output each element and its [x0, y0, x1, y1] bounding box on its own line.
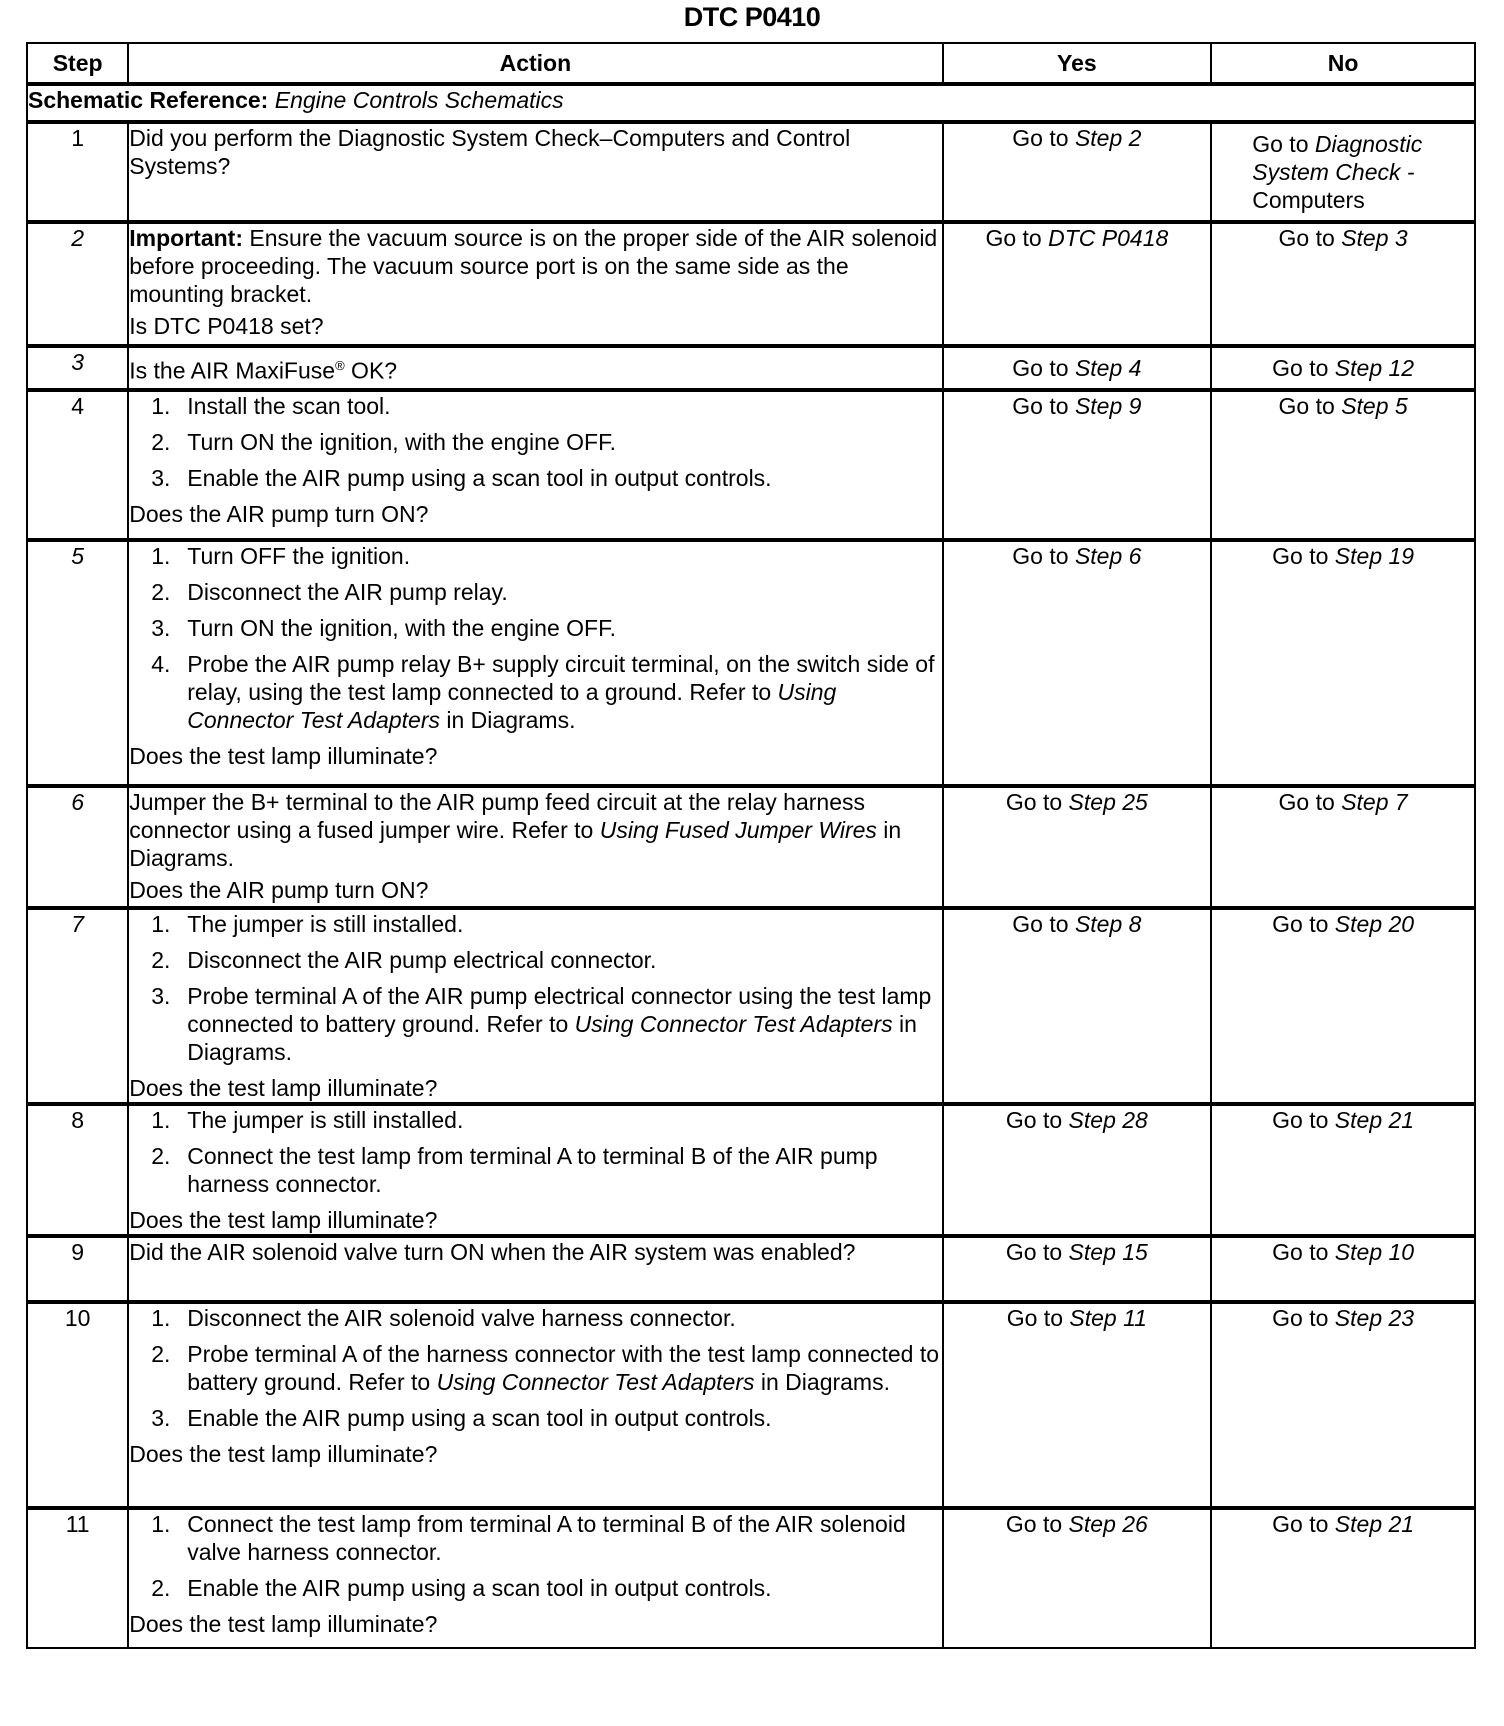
- substep: 1. Disconnect the AIR solenoid valve harness connector.: [151, 1305, 736, 1331]
- no-cell: Go to Step 7: [1211, 786, 1475, 908]
- table-row: [27, 1104, 1475, 1236]
- yes-cell: Go to Step 11: [943, 1302, 1212, 1508]
- no-cell: Go to Step 12: [1211, 346, 1475, 390]
- yes-cell: Go to Step 15: [943, 1236, 1212, 1302]
- yes-link[interactable]: Step 28: [1068, 1107, 1148, 1133]
- reference-link[interactable]: Using Fused Jumper Wires: [599, 817, 877, 843]
- substep: 3. Probe terminal A of the AIR pump electrical connector using the test lamp connected to battery ground. Refer to Using Connector Test Adapters in Diagrams.: [151, 983, 932, 1065]
- reference-link[interactable]: Using Connector Test Adapters: [436, 1369, 755, 1395]
- step-number: 3: [27, 346, 128, 390]
- substep: 2. Probe terminal A of the harness connector with the test lamp connected to battery ground. Refer to Using Connector Test Adapters in Diagrams.: [151, 1341, 940, 1395]
- no-link[interactable]: Step 5: [1341, 393, 1408, 419]
- no-link[interactable]: Step 7: [1341, 789, 1408, 815]
- yes-cell: Go to Step 25: [943, 786, 1212, 908]
- yes-link[interactable]: Step 8: [1074, 911, 1142, 937]
- schematic-reference: [27, 84, 1475, 122]
- step-number: 2: [27, 222, 128, 346]
- action-text: Did you perform the Diagnostic System Check–Computers and Control Systems?: [129, 125, 851, 179]
- table-row: [27, 1508, 1475, 1648]
- reference-link[interactable]: Using Connector Test Adapters: [187, 679, 837, 733]
- schematic-label: Schematic Reference:: [28, 87, 269, 113]
- no-cell: Go to Step 21: [1211, 1104, 1475, 1236]
- table-row: [27, 390, 1475, 540]
- no-cell: Go to Step 3: [1211, 222, 1475, 346]
- step-number: 1: [27, 122, 128, 222]
- header-action: Action: [128, 43, 942, 84]
- substep: 1. Connect the test lamp from terminal A to terminal B of the AIR solenoid valve harness connector.: [151, 1511, 906, 1565]
- no-cell: Go to Step 20: [1211, 908, 1475, 1104]
- no-link[interactable]: Step 20: [1334, 911, 1415, 937]
- no-link[interactable]: Step 19: [1334, 543, 1415, 569]
- yes-link[interactable]: Step 25: [1068, 789, 1148, 815]
- step-number: 5: [27, 540, 128, 786]
- substep: 4. Probe the AIR pump relay B+ supply circuit terminal, on the switch side of relay, using the test lamp connected to a ground. Refer to Using Connector Test Adapters in Diagrams.: [151, 651, 935, 733]
- question: Does the test lamp illuminate?: [129, 1611, 438, 1637]
- question: Does the AIR pump turn ON?: [129, 877, 429, 903]
- substep: 2. Disconnect the AIR pump relay.: [151, 579, 508, 605]
- diagnostic-table: [26, 42, 1476, 1649]
- yes-cell: Go to Step 9: [943, 390, 1212, 540]
- action-cell: [128, 540, 942, 786]
- action-cell: Jumper the B+ terminal to the AIR pump feed circuit at the relay harness connector using a fused jumper wire. Refer to Using Fused Jumper Wires in Diagrams. Does the AIR pump turn ON?: [128, 786, 942, 908]
- no-cell: Go to Step 10: [1211, 1236, 1475, 1302]
- no-link[interactable]: Step 23: [1334, 1305, 1415, 1331]
- header-no: No: [1211, 43, 1475, 84]
- no-cell: Go to Step 21: [1211, 1508, 1475, 1648]
- important-text: Ensure the vacuum source is on the proper side of the AIR solenoid before proceeding. The vacuum source port is on the same side as the mounting bracket.: [129, 225, 938, 307]
- no-cell: Go to Step 5: [1211, 390, 1475, 540]
- substep: 3. Enable the AIR pump using a scan tool in output controls.: [151, 1405, 772, 1431]
- yes-link[interactable]: Step 2: [1074, 125, 1142, 151]
- question: Does the test lamp illuminate?: [129, 1441, 438, 1467]
- yes-link[interactable]: Step 26: [1068, 1511, 1148, 1537]
- substep: 2. Disconnect the AIR pump electrical connector.: [151, 947, 657, 973]
- step-number: 10: [27, 1302, 128, 1508]
- substep: 1. Install the scan tool.: [151, 393, 391, 419]
- substep: 1. The jumper is still installed.: [151, 911, 464, 937]
- table-row: [27, 122, 1475, 222]
- question: Is DTC P0418 set?: [129, 313, 324, 339]
- yes-cell: Go to Step 28: [943, 1104, 1212, 1236]
- yes-link[interactable]: DTC P0418: [1048, 225, 1169, 251]
- no-link[interactable]: Step 12: [1334, 355, 1415, 381]
- action-cell: [128, 122, 942, 222]
- table-row: [27, 1302, 1475, 1508]
- yes-link[interactable]: Step 4: [1074, 355, 1142, 381]
- question: Does the AIR pump turn ON?: [129, 501, 429, 527]
- action-cell: [128, 1104, 942, 1236]
- no-cell: Go to Step 23: [1211, 1302, 1475, 1508]
- important-label: Important:: [129, 225, 243, 251]
- yes-cell: Go to Step 8: [943, 908, 1212, 1104]
- table-row: [27, 346, 1475, 390]
- page-title: DTC P0410: [683, 2, 821, 32]
- substep: 2. Connect the test lamp from terminal A to terminal B of the AIR pump harness connector.: [151, 1143, 878, 1197]
- no-link[interactable]: Step 21: [1334, 1511, 1415, 1537]
- action-text: Did the AIR solenoid valve turn ON when the AIR system was enabled?: [129, 1239, 856, 1265]
- no-link[interactable]: Step 21: [1334, 1107, 1415, 1133]
- schematic-reference-row: [27, 84, 1475, 122]
- yes-cell: Go to Step 4: [943, 346, 1212, 390]
- header-yes: Yes: [943, 43, 1212, 84]
- yes-cell: Go to Step 6: [943, 540, 1212, 786]
- question: Does the test lamp illuminate?: [129, 1207, 438, 1233]
- substep: 1. The jumper is still installed.: [151, 1107, 464, 1133]
- yes-link[interactable]: Step 9: [1074, 393, 1142, 419]
- substep: 2. Enable the AIR pump using a scan tool in output controls.: [151, 1575, 772, 1601]
- substep: 3. Turn ON the ignition, with the engine OFF.: [151, 615, 616, 641]
- action-cell: [128, 1302, 942, 1508]
- yes-cell: Go to Step 2: [943, 122, 1212, 222]
- question: Does the test lamp illuminate?: [129, 743, 438, 769]
- action-cell: [128, 390, 942, 540]
- no-link[interactable]: Step 10: [1334, 1239, 1415, 1265]
- step-number: 7: [27, 908, 128, 1104]
- table-row: [27, 786, 1475, 908]
- table-row: [27, 908, 1475, 1104]
- substep: 1. Turn OFF the ignition.: [151, 543, 411, 569]
- action-cell: [128, 908, 942, 1104]
- action-cell: [128, 222, 942, 346]
- step-number: 8: [27, 1104, 128, 1236]
- no-cell: Go to Diagnostic System Check - Computers: [1211, 122, 1475, 222]
- action-cell: [128, 1508, 942, 1648]
- header-row: [27, 43, 1475, 84]
- reference-link[interactable]: Using Connector Test Adapters: [574, 1011, 893, 1037]
- header-step: Step: [27, 43, 128, 84]
- table-row: [27, 540, 1475, 786]
- substep: 2. Turn ON the ignition, with the engine OFF.: [151, 429, 616, 455]
- yes-cell: Go to DTC P0418: [943, 222, 1212, 346]
- yes-link[interactable]: Step 6: [1074, 543, 1142, 569]
- no-cell: Go to Step 19: [1211, 540, 1475, 786]
- table-row: [27, 1236, 1475, 1302]
- action-cell: [128, 1236, 942, 1302]
- yes-link[interactable]: Step 11: [1069, 1305, 1147, 1331]
- step-number: 9: [27, 1236, 128, 1302]
- step-number: 6: [27, 786, 128, 908]
- step-number: 4: [27, 390, 128, 540]
- action-cell: Is the AIR MaxiFuse® OK?: [128, 346, 942, 390]
- step-number: 11: [27, 1508, 128, 1648]
- table-row: [27, 222, 1475, 346]
- schematic-link[interactable]: Engine Controls Schematics: [274, 87, 564, 113]
- no-link[interactable]: Diagnostic System Check -: [1252, 131, 1423, 185]
- no-link[interactable]: Step 3: [1341, 225, 1408, 251]
- yes-link[interactable]: Step 15: [1068, 1239, 1148, 1265]
- yes-cell: Go to Step 26: [943, 1508, 1212, 1648]
- substep: 3. Enable the AIR pump using a scan tool in output controls.: [151, 465, 772, 491]
- question: Does the test lamp illuminate?: [129, 1075, 438, 1101]
